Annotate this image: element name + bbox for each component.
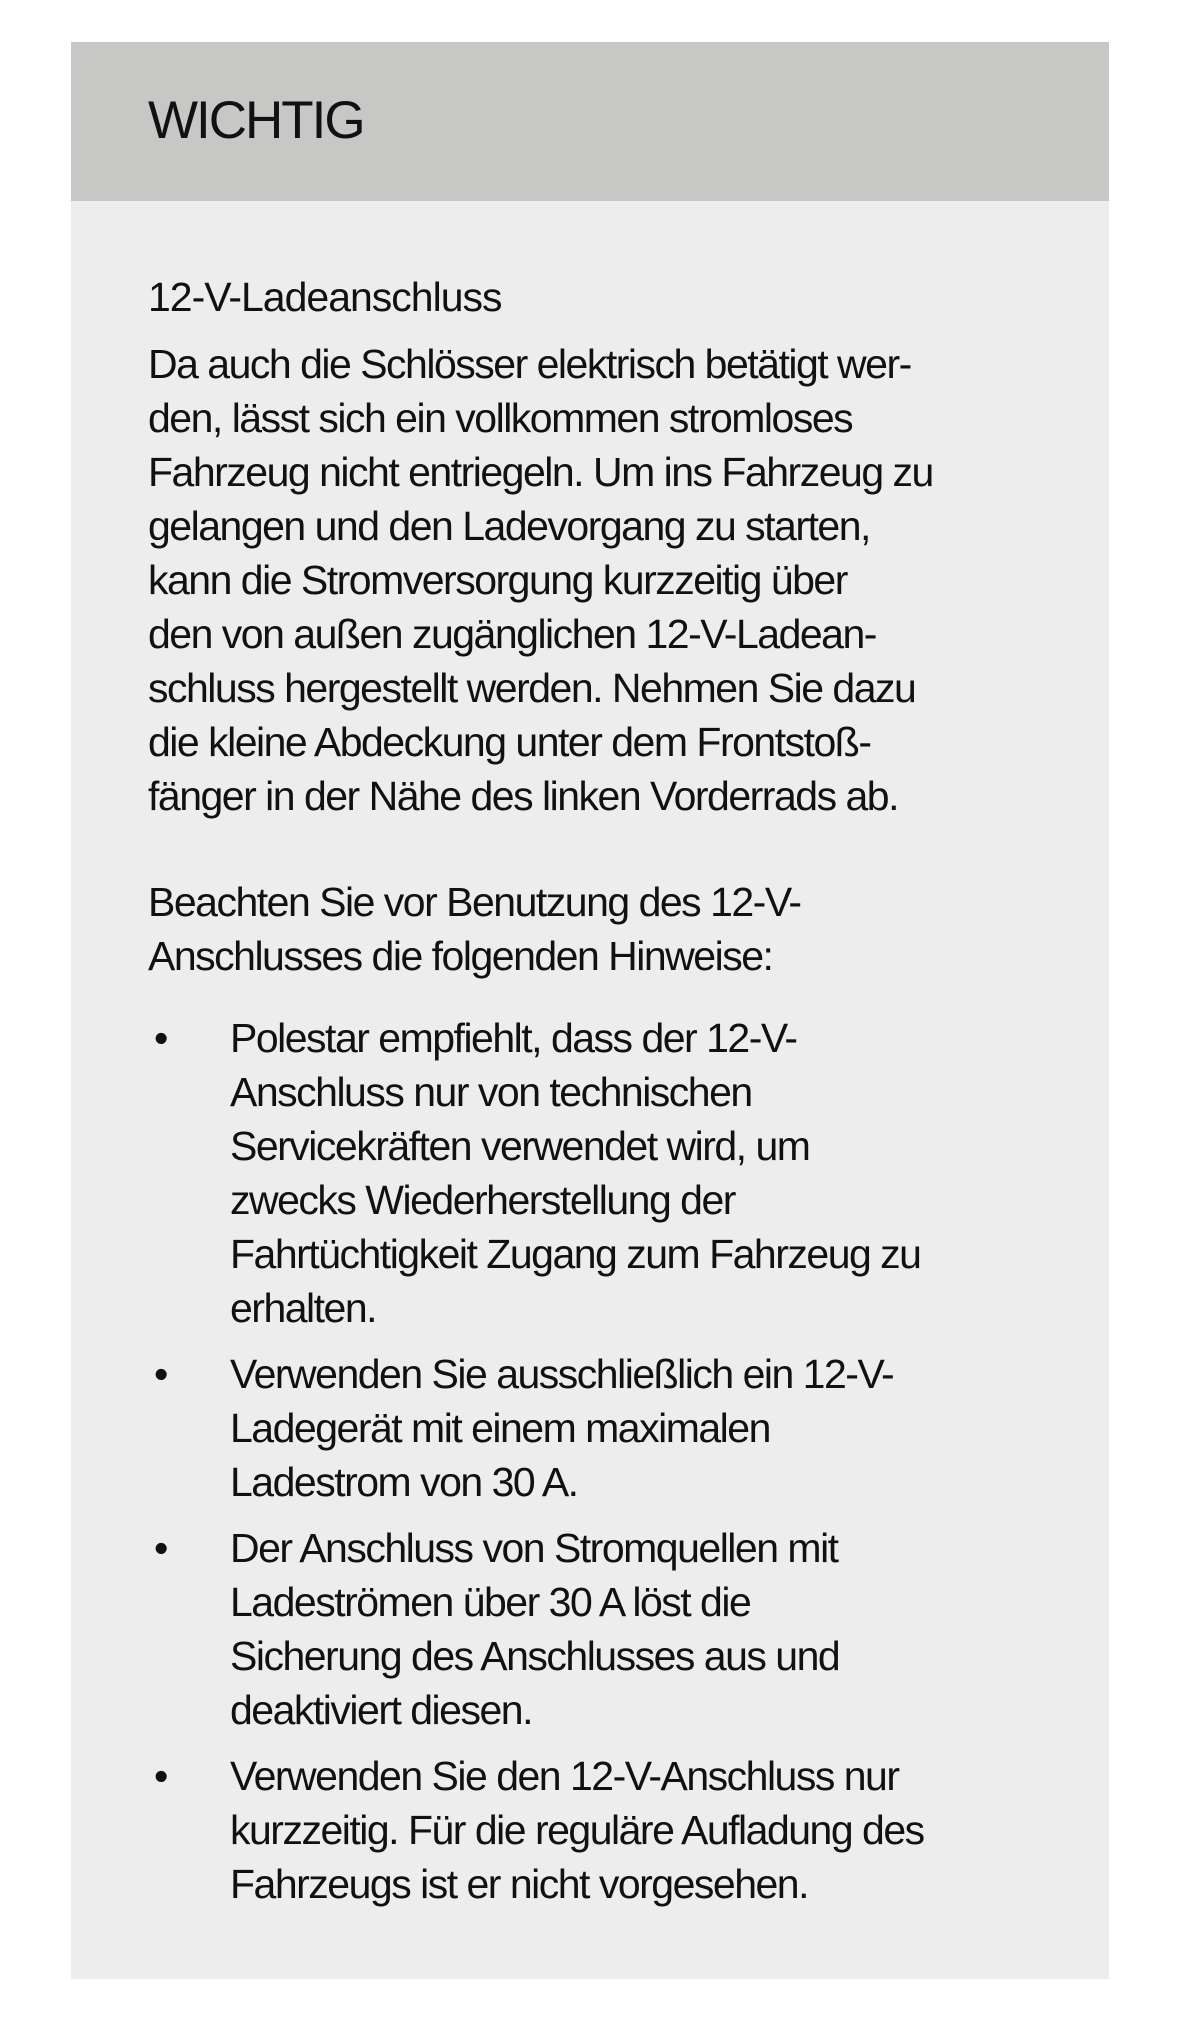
notice-header [71,42,1109,201]
notice-title: WICHTIG [148,91,364,150]
bullet-icon: • [154,1351,167,1397]
list-item-line: Anschluss nur von technischen [230,1069,752,1115]
paragraph-line: den, lässt sich ein vollkommen stromloses [148,395,853,441]
list-item-line: Fahrzeugs ist er nicht vorgesehen. [230,1861,808,1907]
bullet-icon: • [154,1015,167,1061]
notice-body [71,201,1109,1911]
list-item-line: Ladeströmen über 30 A löst die [230,1579,751,1625]
paragraph-line: kann die Stromversorgung kurzzeitig über [148,557,847,603]
list-item-line: deaktiviert diesen. [230,1687,532,1733]
list-item-line: Polestar empfiehlt, dass der 12-V- [230,1015,797,1061]
bullet-icon: • [154,1753,167,1799]
list-item-line: kurzzeitig. Für die reguläre Aufladung des [230,1807,924,1853]
paragraph-line: Anschlusses die folgenden Hinweise: [148,933,773,979]
list-item-line: Servicekräften verwendet wird, um [230,1123,810,1169]
paragraph-line: Da auch die Schlösser elektrisch betätigt wer- [148,341,911,387]
list-item-line: Ladestrom von 30 A. [230,1459,578,1505]
paragraph-line: fänger in der Nähe des linken Vorderrads ab. [148,773,898,819]
bullet-icon: • [154,1525,167,1571]
list-item [148,1011,1049,1335]
list-item-line: Verwenden Sie den 12-V-Anschluss nur [230,1753,899,1799]
notice-subheading: 12-V-Ladeanschluss [148,274,502,320]
list-item-line: Ladegerät mit einem maximalen [230,1405,770,1451]
paragraph-line: gelangen und den Ladevorgang zu starten, [148,503,870,549]
paragraph-line: schluss hergestellt werden. Nehmen Sie dazu [148,665,916,711]
list-item [148,1521,1049,1737]
list-item-line: erhalten. [230,1285,377,1331]
list-item-line: Verwenden Sie ausschließlich ein 12-V- [230,1351,894,1397]
paragraph-line: die kleine Abdeckung unter dem Frontstoß- [148,719,871,765]
instructions-intro-paragraph [148,875,1049,983]
list-item-line: zwecks Wiederherstellung der [230,1177,735,1223]
paragraph-line: Fahrzeug nicht entriegeln. Um ins Fahrzeug zu [148,449,933,495]
hint-list [148,1011,1049,1911]
list-item-line: Sicherung des Anschlusses aus und [230,1633,840,1679]
list-item-line: Fahrtüchtigkeit Zugang zum Fahrzeug zu [230,1231,921,1277]
list-item-line: Der Anschluss von Stromquellen mit [230,1525,838,1571]
list-item [148,1347,1049,1509]
list-item [148,1749,1049,1911]
paragraph-line: Beachten Sie vor Benutzung des 12-V- [148,879,801,925]
paragraph-line: den von außen zugänglichen 12-V-Ladean- [148,611,876,657]
important-notice-box [71,42,1109,1979]
intro-paragraph [148,337,1049,823]
